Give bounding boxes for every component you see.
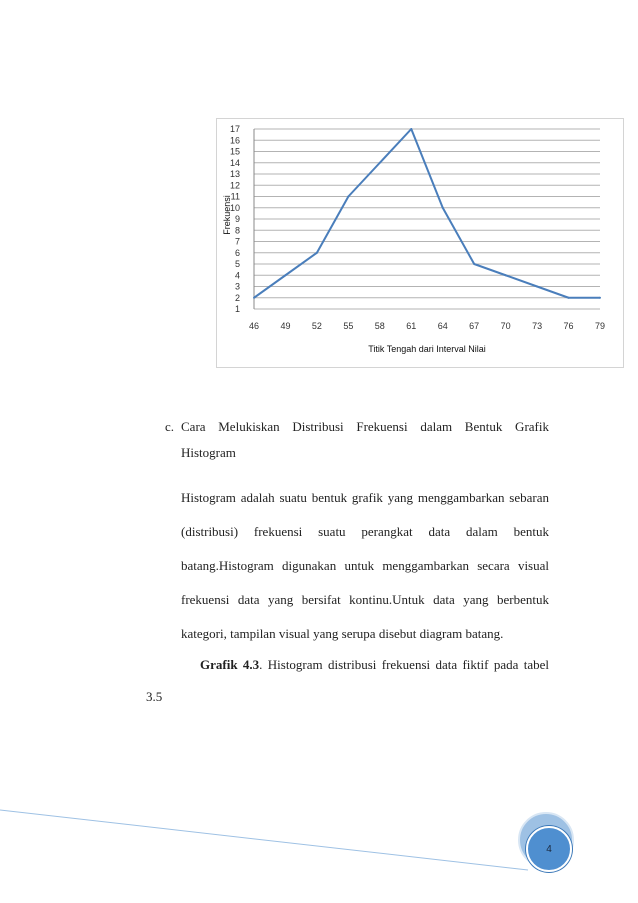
y-tick-label: 5 (234, 259, 240, 269)
x-tick-label: 76 (563, 321, 574, 331)
x-tick-label: 55 (343, 321, 354, 331)
y-tick-label: 9 (234, 214, 240, 224)
x-tick-label: 64 (437, 321, 448, 331)
y-tick-label: 11 (230, 191, 240, 202)
y-tick-label: 3 (234, 281, 240, 292)
y-tick-label: 4 (234, 270, 240, 281)
y-tick-label: 6 (234, 247, 240, 258)
x-tick-label: 52 (311, 321, 322, 331)
x-tick-label: 46 (248, 321, 260, 331)
paragraph-line-5: kategori, tampilan visual yang serupa disebut diagram batang. (181, 626, 504, 641)
x-tick-label: 70 (500, 321, 511, 331)
y-tick-label: 8 (234, 225, 240, 236)
x-axis-title: Titik Tengah dari Interval Nilai (368, 344, 486, 354)
x-tick-label: 73 (532, 321, 543, 331)
x-tick-label: 79 (594, 321, 606, 331)
caption-label: Grafik 4.3 (200, 657, 260, 672)
page-number: 4 (546, 843, 552, 855)
page-number-badge (526, 826, 572, 872)
paragraph-line-4: frekuensi data yang bersifat kontinu.Untuk data yang berbentuk (181, 592, 549, 607)
paragraph-line-3: batang.Histogram digunakan untuk menggambarkan secara visual (181, 558, 549, 573)
y-tick-label: 14 (229, 157, 240, 168)
x-tick-label: 61 (406, 321, 417, 331)
list-marker-c: c. (165, 419, 175, 434)
y-axis-title: Frekuensi (222, 195, 232, 235)
y-tick-label: 10 (229, 202, 240, 213)
section-c-heading-line1: Cara Melukiskan Distribusi Frekuensi dalam Bentuk Grafik (181, 419, 549, 434)
paragraph-line-1: Histogram adalah suatu bentuk grafik yang menggambarkan sebaran (181, 490, 549, 505)
y-tick-label: 2 (234, 292, 240, 303)
figure-caption-line2: 3.5 (146, 689, 163, 704)
y-tick-label: 12 (229, 180, 240, 191)
y-tick-label: 15 (229, 146, 240, 157)
y-tick-label: 13 (229, 169, 240, 179)
x-tick-label: 49 (280, 321, 291, 331)
paragraph-line-2: (distribusi) frekuensi suatu perangkat data dalam bentuk (181, 524, 549, 539)
x-tick-label: 58 (374, 321, 385, 331)
y-tick-label: 1 (234, 304, 240, 314)
caption-text: . Histogram distribusi frekuensi data fiktif pada tabel (259, 657, 549, 672)
y-tick-label: 7 (234, 236, 240, 247)
y-tick-label: 17 (229, 124, 240, 134)
x-tick-label: 67 (469, 321, 480, 331)
y-tick-label: 16 (229, 135, 240, 146)
section-c-heading-line2: Histogram (181, 445, 236, 460)
